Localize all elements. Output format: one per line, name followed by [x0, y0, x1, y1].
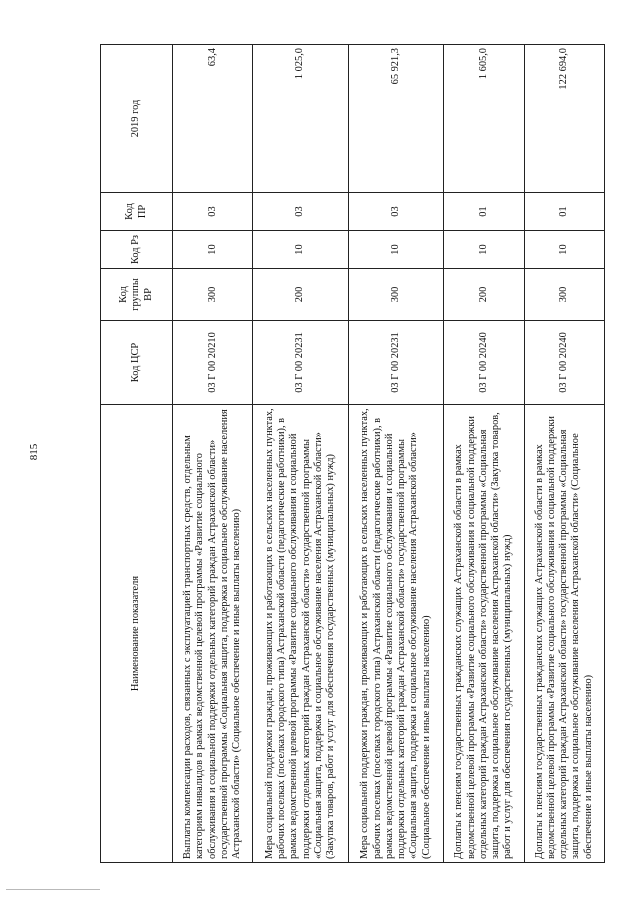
row-csr-code: 03 Г 00 20231 — [348, 321, 444, 405]
row-pr-code: 03 — [348, 193, 444, 231]
header-csr-code: Код ЦСР — [101, 321, 173, 405]
header-pr-code: Код ПР — [101, 193, 173, 231]
row-vr-code: 200 — [253, 269, 349, 321]
rotated-page-content — [100, 45, 605, 863]
row-name: Доплаты к пенсиям государственных гражданских служащих Астраханской области в рамках ведомственной целевой программы «Развитие социального обслуживания и социальной поддержки отдельных категорий граждан Астраханской области» государственной программы «Социальная защита, поддержка и социальное обслуживание населения Астраханской области» (Социальное обеспечение и иные выплаты населению) — [524, 405, 604, 863]
header-vr-code: Код группы ВР — [101, 269, 173, 321]
row-rz-code: 10 — [173, 231, 253, 269]
table-row — [173, 45, 253, 863]
row-value: 65 921,3 — [348, 45, 444, 193]
row-pr-code: 03 — [173, 193, 253, 231]
row-csr-code: 03 Г 00 20240 — [524, 321, 604, 405]
row-csr-code: 03 Г 00 20240 — [444, 321, 524, 405]
row-vr-code: 200 — [444, 269, 524, 321]
budget-table-container — [100, 45, 605, 863]
row-csr-code: 03 Г 00 20210 — [173, 321, 253, 405]
row-vr-code: 300 — [348, 269, 444, 321]
table-row — [524, 45, 604, 863]
header-name: Наименование показателя — [101, 405, 173, 863]
row-value: 63,4 — [173, 45, 253, 193]
row-name: Доплаты к пенсиям государственных гражданских служащих Астраханской области в рамках ведомственной целевой программы «Развитие социального обслуживания и социальной поддержки отдельных категорий граждан Астраханской области» государственной программы «Социальная защита, поддержка и социальное обслуживание населения Астраханской области» (Закупка товаров, работ и услуг для обеспечения государственных (муниципальных) нужд) — [444, 405, 524, 863]
page-number: 815 — [28, 443, 40, 461]
row-name: Выплаты компенсации расходов, связанных с эксплуатацией транспортных средств, отдельным категориям инвалидов в рамках ведомственной целевой программы «Развитие социального обслуживания и социальной поддержки отдельных категорий граждан Астраханской области» государственной программы «Социальная защита, поддержка и социальное обслуживание населения Астраханской области» (Социальное обеспечение и иные выплаты населению) — [173, 405, 253, 863]
row-value: 1 025,0 — [253, 45, 349, 193]
table-row — [253, 45, 349, 863]
row-vr-code: 300 — [524, 269, 604, 321]
row-pr-code: 01 — [444, 193, 524, 231]
row-name: Мера социальной поддержки граждан, проживающих и работающих в сельских населенных пунктах, рабочих поселках (поселках городского типа) Астраханской области (педагогические работники), в рамках ведомственной целевой программы «Развитие социального обслуживания и социальной поддержки отдельных категорий граждан Астраханской области» государственной программы «Социальная защита, поддержка и социальное обслуживание населения Астраханской области» (Закупка товаров, работ и услуг для обеспечения государственных (муниципальных) нужд) — [253, 405, 349, 863]
table-header-row — [101, 45, 173, 863]
row-rz-code: 10 — [348, 231, 444, 269]
row-csr-code: 03 Г 00 20231 — [253, 321, 349, 405]
row-rz-code: 10 — [444, 231, 524, 269]
table-row — [348, 45, 444, 863]
row-pr-code: 03 — [253, 193, 349, 231]
row-name: Мера социальной поддержки граждан, проживающих и работающих в сельских населенных пунктах, рабочих поселках (поселках городского типа) Астраханской области (педагогические работники), в рамках ведомственной целевой программы «Развитие социального обслуживания и социальной поддержки отдельных категорий граждан Астраханской области» государственной программы «Социальная защита, поддержка и социальное обслуживание населения Астраханской области» (Социальное обеспечение и иные выплаты населению) — [348, 405, 444, 863]
budget-table — [100, 44, 605, 863]
row-rz-code: 10 — [524, 231, 604, 269]
scan-edge-line — [6, 889, 100, 890]
row-rz-code: 10 — [253, 231, 349, 269]
row-pr-code: 01 — [524, 193, 604, 231]
row-vr-code: 300 — [173, 269, 253, 321]
header-year-2019: 2019 год — [101, 45, 173, 193]
table-row — [444, 45, 524, 863]
row-value: 1 605,0 — [444, 45, 524, 193]
header-rz-code: Код Рз — [101, 231, 173, 269]
row-value: 122 694,0 — [524, 45, 604, 193]
